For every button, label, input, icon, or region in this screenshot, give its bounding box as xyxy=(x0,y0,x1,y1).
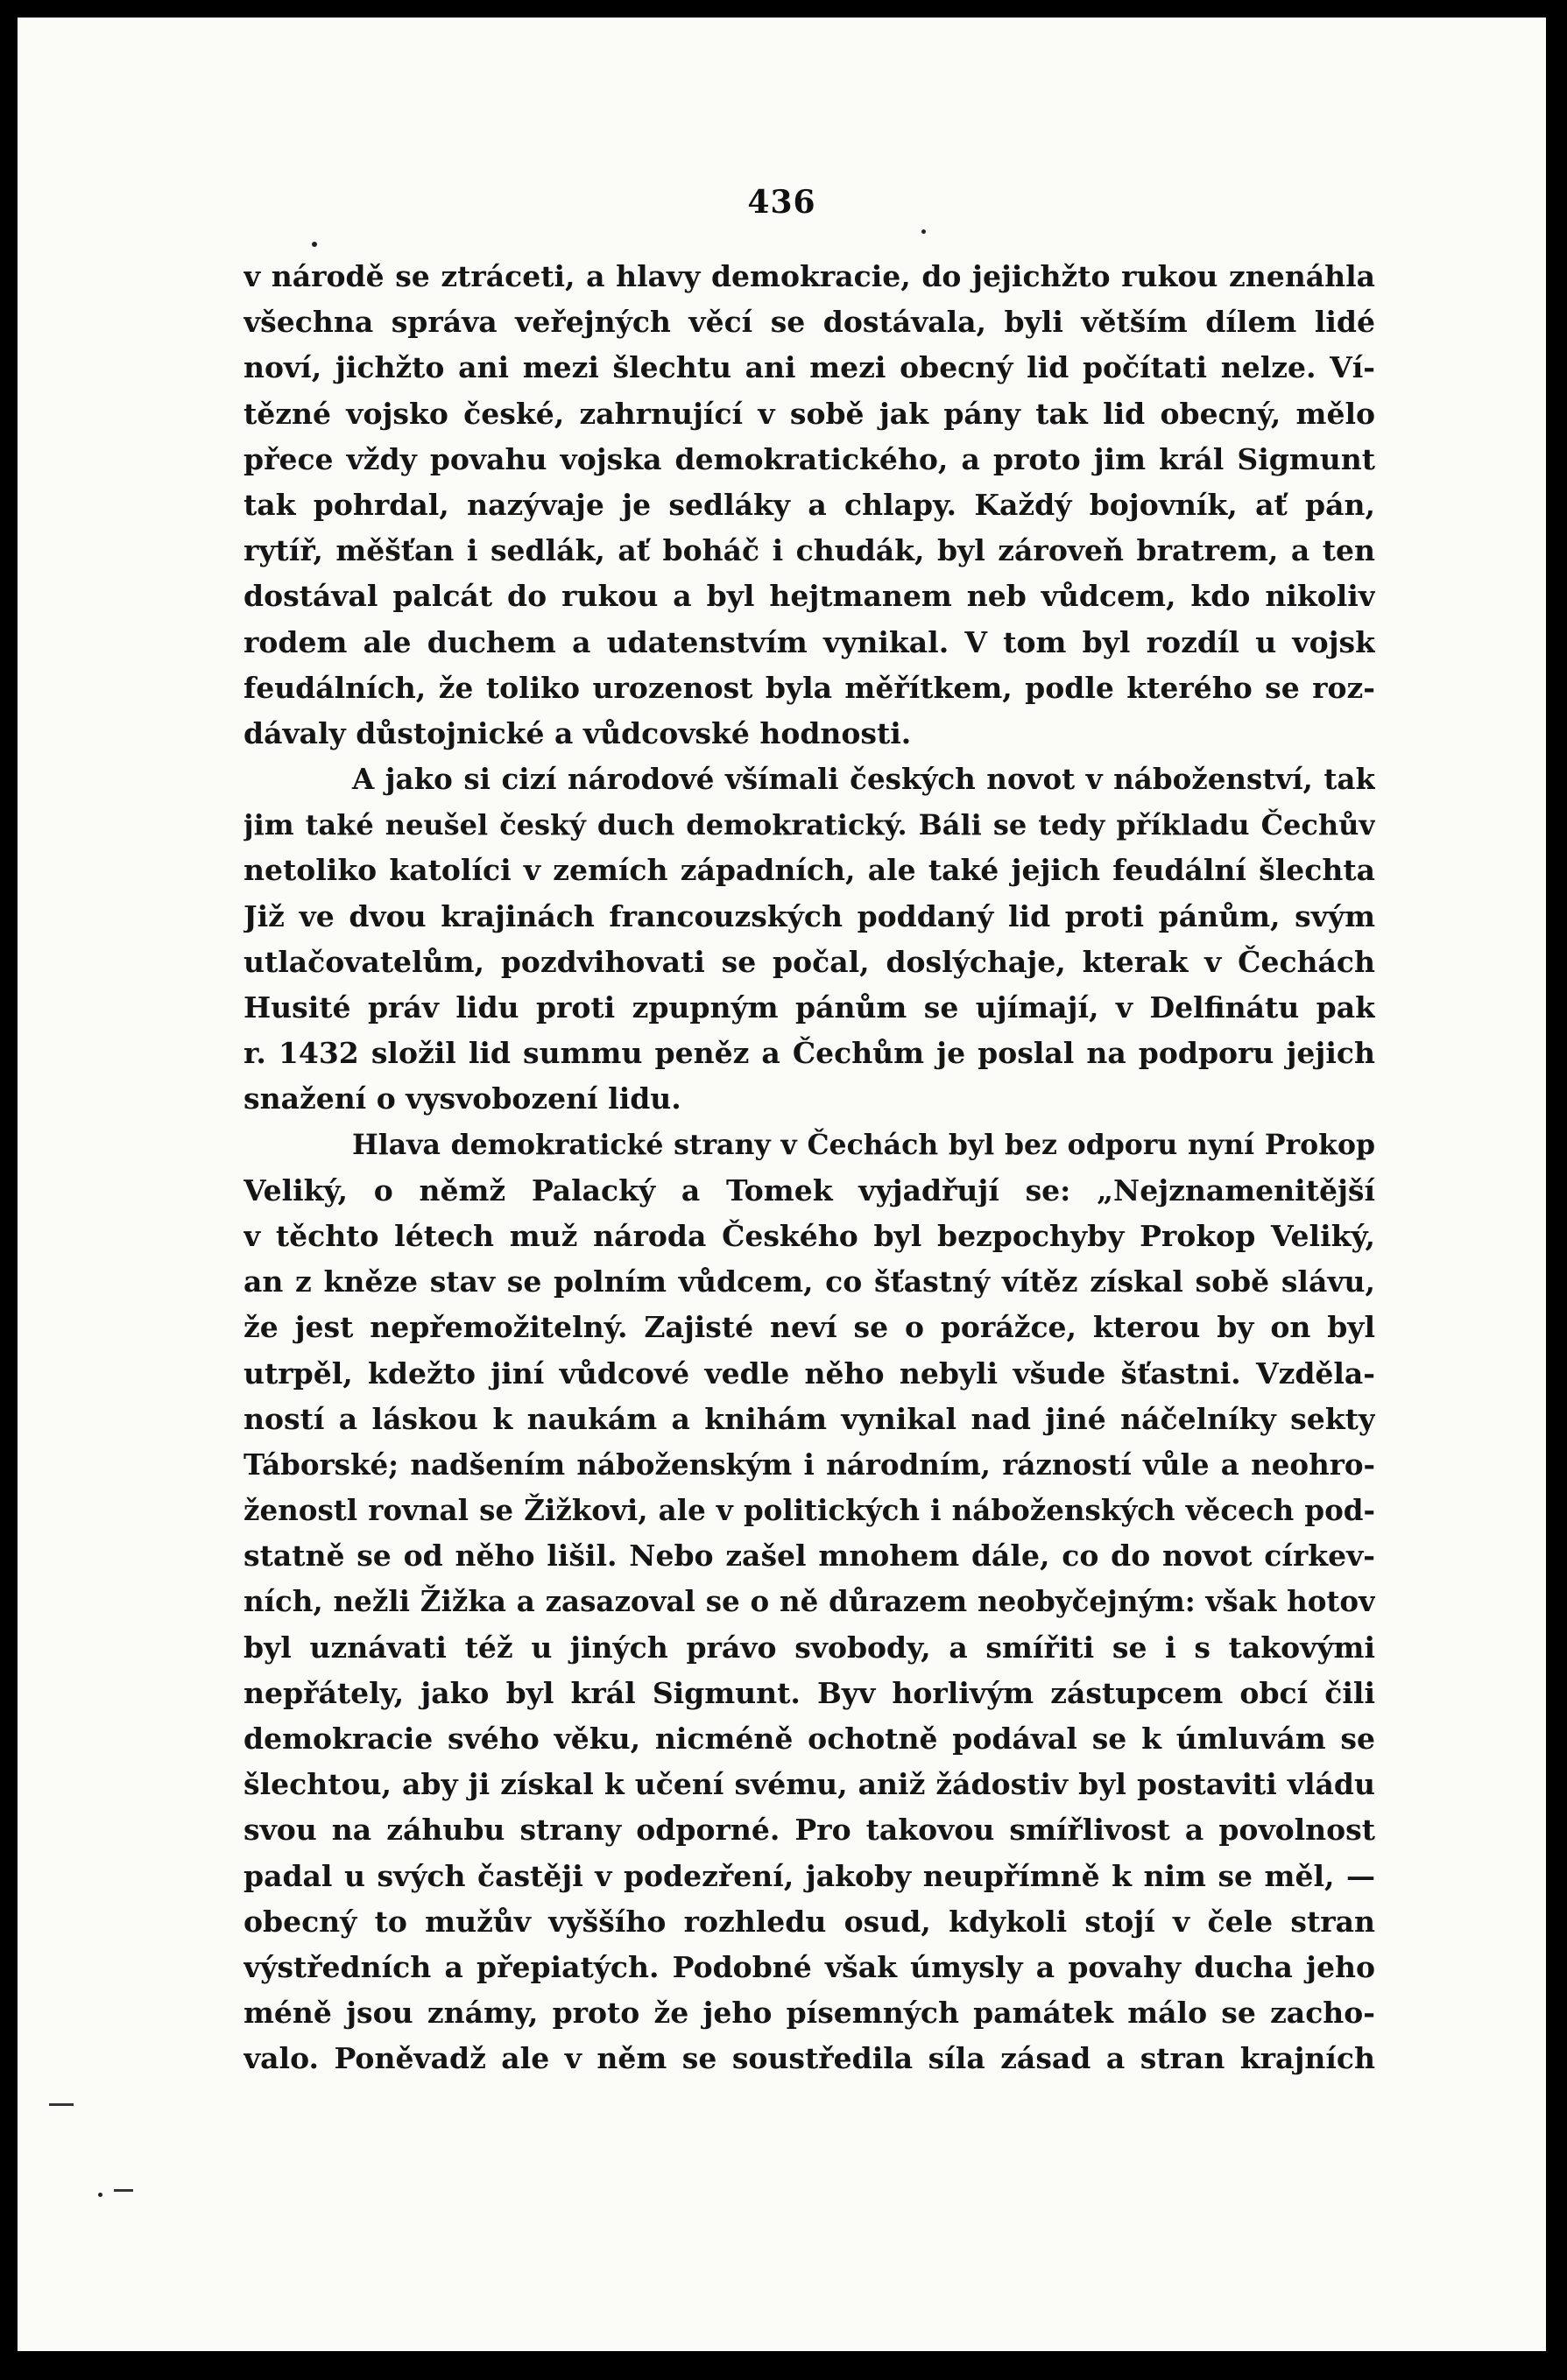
text-line: tězné vojsko české, zahrnující v sobě jak pány tak lid obecný, mělo xyxy=(244,396,1375,431)
text-line: Již ve dvou krajinách francouzských poddaný lid proti pánům, svým xyxy=(244,898,1375,933)
text-line: rodem ale duchem a udatenstvím vynikal. V tom byl rozdíl u vojsk xyxy=(244,624,1375,659)
scan-speck xyxy=(98,2193,102,2197)
scan-speck xyxy=(312,242,317,247)
text-line: Táborské; nadšením náboženským i národním, rázností vůle a neohro- xyxy=(244,1447,1375,1482)
text-line: r. 1432 složil lid summu peněz a Čechům je poslal na podporu jejich xyxy=(244,1036,1375,1071)
text-line: statně se od něho lišil. Nebo zašel mnohem dále, co do novot církev- xyxy=(244,1539,1375,1574)
body-text xyxy=(244,254,1375,2082)
text-line: utrpěl, kdežto jiní vůdcové vedle něho nebyli všude šťastni. Vzděla- xyxy=(244,1355,1375,1391)
text-line: obecný to mužův vyššího rozhledu osud, kdykoli stojí v čele stran xyxy=(244,1904,1375,1939)
text-line: méně jsou známy, proto že jeho písemných památek málo se zacho- xyxy=(244,1996,1375,2031)
scan-speck xyxy=(921,229,926,234)
text-line: jim také neušel český duch demokratický. Báli se tedy příkladu Čechův xyxy=(244,808,1375,842)
text-line: Husité práv lidu proti zpupným pánům se ujímají, v Delfinátu pak xyxy=(244,990,1375,1025)
text-line: přece vždy povahu vojska demokratického, a proto jim král Sigmunt xyxy=(244,441,1375,476)
text-line: nepřátely, jako byl král Sigmunt. Byv horlivým zástupcem obcí čili xyxy=(244,1675,1375,1710)
text-line: A jako si cizí národové všímali českých novot v náboženství, tak xyxy=(352,762,1375,797)
text-line: výstředních a přepiatých. Podobné však úmysly a povahy ducha jeho xyxy=(244,1949,1375,1984)
text-line: rytíř, měšťan i sedlák, ať boháč i chudák, byl zároveň bratrem, a ten xyxy=(244,533,1375,568)
text-line: ních, nežli Žižka a zasazoval se o ně důrazem neobyčejným: však hotov xyxy=(244,1584,1375,1619)
text-line: ženostl rovnal se Žižkovi, ale v politických i náboženských věcech pod- xyxy=(244,1493,1375,1528)
text-line: všechna správa veřejných věcí se dostávala, byli větším dílem lidé xyxy=(244,305,1375,340)
text-line: snažení o vysvobození lidu. xyxy=(244,1081,681,1116)
margin-mark xyxy=(114,2189,133,2192)
text-line: v národě se ztráceti, a hlavy demokracie, do jejichžto rukou znenáhla xyxy=(244,259,1375,293)
text-line: dávaly důstojnické a vůdcovské hodnosti. xyxy=(244,715,912,750)
text-line: noví, jichžto ani mezi šlechtu ani mezi obecný lid počítati nelze. Ví- xyxy=(244,350,1375,385)
text-line: padal u svých častěji v podezření, jakoby neupřímně k nim se měl, — xyxy=(244,1858,1375,1893)
text-line: že jest nepřemožitelný. Zajisté neví se o porážce, kterou by on byl xyxy=(244,1310,1375,1345)
text-line: v těchto létech muž národa Českého byl bezpochyby Prokop Veliký, xyxy=(244,1218,1375,1253)
text-line: valo. Poněvadž ale v něm se soustředila síla zásad a stran krajních xyxy=(244,2041,1375,2076)
text-line: Veliký, o němž Palacký a Tomek vyjadřují se: „Nejznamenitější xyxy=(244,1172,1375,1208)
text-line: byl uznávati též u jiných právo svobody, a smířiti se i s takovými xyxy=(244,1630,1375,1665)
text-line: dostával palcát do rukou a byl hejtmanem neb vůdcem, kdo nikoliv xyxy=(244,579,1375,614)
text-line: utlačovatelům, pozdvihovati se počal, doslýchaje, kterak v Čechách xyxy=(244,944,1375,979)
text-line: an z kněze stav se polním vůdcem, co šťastný vítěz získal sobě slávu, xyxy=(244,1264,1375,1299)
text-line: ností a láskou k naukám a knihám vynikal nad jiné náčelníky sekty xyxy=(244,1401,1375,1436)
text-line: demokracie svého věku, nicméně ochotně podával se k úmluvám se xyxy=(244,1722,1375,1756)
text-line: netoliko katolíci v zemích západních, ale také jejich feudální šlechta xyxy=(244,853,1375,888)
text-line: feudálních, že toliko urozenost byla měřítkem, podle kterého se roz- xyxy=(244,670,1375,705)
margin-mark xyxy=(49,2103,74,2106)
text-line: Hlava demokratické strany v Čechách byl bez odporu nyní Prokop xyxy=(352,1128,1375,1161)
text-line: svou na záhubu strany odporné. Pro takovou smířlivost a povolnost xyxy=(244,1813,1375,1848)
book-page xyxy=(18,18,1546,2351)
text-line: tak pohrdal, nazývaje je sedláky a chlapy. Každý bojovník, ať pán, xyxy=(244,487,1375,522)
page-number: 436 xyxy=(747,184,816,221)
text-line: šlechtou, aby ji získal k učení svému, aniž žádostiv byl postaviti vládu xyxy=(244,1767,1375,1802)
